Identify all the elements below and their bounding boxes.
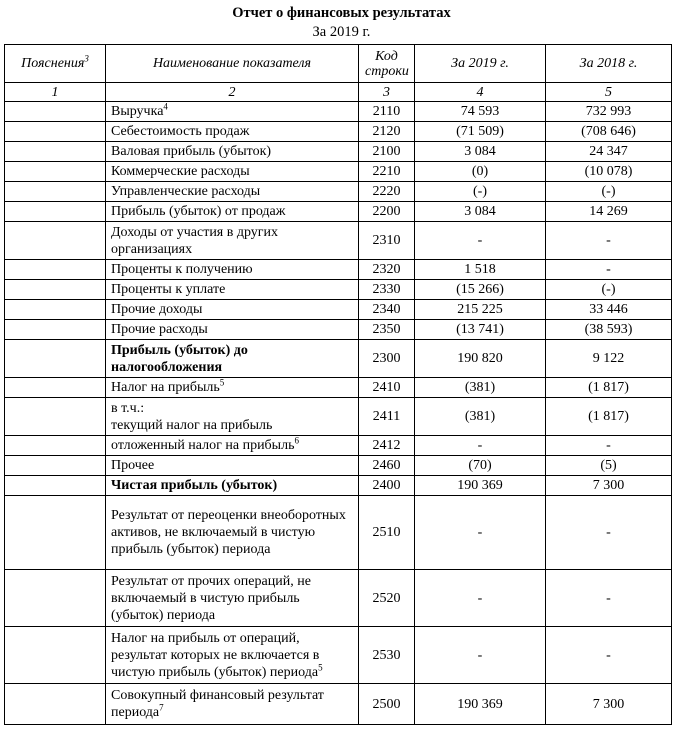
footnote-marker: 3 [84,53,89,64]
value-2018-cell: 24 347 [546,142,672,162]
note-cell [5,280,106,300]
table-row [5,182,672,202]
line-code-cell: 2400 [359,476,415,496]
indicator-name-cell [106,378,359,398]
financial-results-table [4,44,672,725]
footnote-marker: 7 [159,702,164,713]
note-cell [5,684,106,725]
note-cell [5,222,106,260]
line-code-cell: 2510 [359,496,415,570]
report-period: За 2019 г. [312,24,371,40]
value-2019-cell: (15 266) [415,280,546,300]
indicator-name: Прибыль (убыток) до налогообложения [111,342,248,375]
indicator-name: Прибыль (убыток) от продаж [111,204,286,219]
indicator-name: Прочие доходы [111,302,203,317]
column-header-indicator: Наименование показателя [106,45,359,83]
line-code-cell: 2520 [359,570,415,627]
indicator-name-cell [106,202,359,222]
line-code-cell: 2300 [359,340,415,378]
indicator-name: Выручка [111,104,164,119]
table-row [5,436,672,456]
footnote-marker: 5 [318,661,323,672]
value-2018-cell: - [546,627,672,684]
column-header-code: Код строки [359,45,415,83]
indicator-name-cell [106,162,359,182]
note-cell [5,436,106,456]
line-code-cell: 2110 [359,102,415,122]
value-2018-cell: (-) [546,182,672,202]
indicator-name-cell [106,456,359,476]
value-2018-cell: 7 300 [546,684,672,725]
value-2019-cell: 215 225 [415,300,546,320]
value-2019-cell: (13 741) [415,320,546,340]
table-row [5,398,672,436]
table-row [5,496,672,570]
value-2018-cell: - [546,496,672,570]
table-row [5,280,672,300]
note-cell [5,476,106,496]
indicator-name: Прочие расходы [111,322,208,337]
column-header-2019: За 2019 г. [415,45,546,83]
note-cell [5,378,106,398]
note-cell [5,627,106,684]
value-2019-cell: 3 084 [415,202,546,222]
value-2018-cell: 14 269 [546,202,672,222]
footnote-marker: 4 [163,101,168,112]
indicator-name-cell [106,627,359,684]
value-2018-cell: - [546,570,672,627]
indicator-name-cell [106,496,359,570]
table-row [5,570,672,627]
indicator-name: Проценты к уплате [111,282,226,297]
value-2018-cell: 33 446 [546,300,672,320]
line-code-cell: 2330 [359,280,415,300]
indicator-name-cell [106,122,359,142]
table-row [5,476,672,496]
table-row [5,202,672,222]
value-2018-cell: 7 300 [546,476,672,496]
value-2019-cell: 190 820 [415,340,546,378]
footnote-marker: 6 [294,435,299,446]
value-2018-cell: - [546,222,672,260]
indicator-name: Совокупный финансовый результат периода [111,688,324,720]
indicator-name: Налог на прибыль от операций, результат которых не включается в чистую прибыль (убыток) периода [111,630,320,680]
note-cell [5,300,106,320]
value-2019-cell: - [415,436,546,456]
value-2018-cell: (38 593) [546,320,672,340]
indicator-name: Прочее [111,458,155,473]
line-code-cell: 2120 [359,122,415,142]
value-2019-cell: - [415,570,546,627]
value-2019-cell: (71 509) [415,122,546,142]
indicator-name-cell [106,398,359,436]
table-row [5,378,672,398]
value-2019-cell: (0) [415,162,546,182]
indicator-name-cell [106,436,359,456]
table-row [5,142,672,162]
indicator-name-cell [106,476,359,496]
value-2018-cell: - [546,260,672,280]
indicator-name: Проценты к получению [111,262,253,277]
footnote-marker: 5 [219,377,225,388]
table-row [5,300,672,320]
note-cell [5,122,106,142]
note-cell [5,162,106,182]
value-2018-cell: (10 078) [546,162,672,182]
note-cell [5,398,106,436]
note-cell [5,260,106,280]
table-row [5,456,672,476]
value-2018-cell: (1 817) [546,398,672,436]
line-code-cell: 2210 [359,162,415,182]
indicator-name: Коммерческие расходы [111,164,250,179]
column-number: 1 [5,83,106,102]
indicator-name-cell [106,684,359,725]
indicator-name-cell [106,102,359,122]
indicator-name: Себестоимость продаж [111,124,250,139]
line-code-cell: 2412 [359,436,415,456]
value-2019-cell: - [415,496,546,570]
line-code-cell: 2410 [359,378,415,398]
value-2018-cell: - [546,436,672,456]
line-code-cell: 2340 [359,300,415,320]
value-2018-cell: (1 817) [546,378,672,398]
line-code-cell: 2500 [359,684,415,725]
indicator-name-cell [106,320,359,340]
note-cell [5,570,106,627]
table-row [5,684,672,725]
note-cell [5,102,106,122]
indicator-name-cell [106,570,359,627]
indicator-name: Налог на прибыль [111,380,220,395]
column-number: 4 [415,83,546,102]
value-2019-cell: 3 084 [415,142,546,162]
table-row [5,222,672,260]
value-2018-cell: (-) [546,280,672,300]
column-header-2018: За 2018 г. [546,45,672,83]
table-row [5,260,672,280]
indicator-name-cell [106,280,359,300]
value-2019-cell: (70) [415,456,546,476]
table-row [5,340,672,378]
value-2019-cell: - [415,627,546,684]
value-2019-cell: - [415,222,546,260]
table-row [5,320,672,340]
column-number: 2 [106,83,359,102]
table-body [5,102,672,725]
line-code-cell: 2200 [359,202,415,222]
indicator-name-cell [106,142,359,162]
note-cell [5,142,106,162]
header-row [5,45,672,83]
indicator-name: в т.ч.: текущий налог на прибыль [111,400,273,433]
value-2019-cell: 1 518 [415,260,546,280]
indicator-name-cell [106,300,359,320]
indicator-name-cell [106,260,359,280]
column-number: 5 [546,83,672,102]
line-code-cell: 2411 [359,398,415,436]
value-2018-cell: (708 646) [546,122,672,142]
indicator-name-cell [106,222,359,260]
report-title: Отчет о финансовых результатах [232,5,451,21]
value-2019-cell: 190 369 [415,476,546,496]
column-number: 3 [359,83,415,102]
indicator-name: Результат от переоценки внеоборотных активов, не включаемый в чистую прибыль (убыток) периода [111,508,346,557]
note-cell [5,340,106,378]
line-code-cell: 2530 [359,627,415,684]
line-code-cell: 2220 [359,182,415,202]
value-2018-cell: (5) [546,456,672,476]
note-cell [5,456,106,476]
line-code-cell: 2310 [359,222,415,260]
indicator-name-cell [106,340,359,378]
note-cell [5,496,106,570]
note-cell [5,182,106,202]
indicator-name: Доходы от участия в других организациях [111,224,279,257]
indicator-name: Результат от прочих операций, не включаемый в чистую прибыль (убыток) периода [111,573,311,623]
value-2019-cell: 190 369 [415,684,546,725]
value-2019-cell: 74 593 [415,102,546,122]
line-code-cell: 2100 [359,142,415,162]
table-row [5,122,672,142]
value-2018-cell: 9 122 [546,340,672,378]
table-row [5,627,672,684]
value-2019-cell: (-) [415,182,546,202]
note-cell [5,320,106,340]
value-2018-cell: 732 993 [546,102,672,122]
table-row [5,102,672,122]
line-code-cell: 2460 [359,456,415,476]
column-number-row [5,83,672,102]
note-cell [5,202,106,222]
line-code-cell: 2320 [359,260,415,280]
value-2019-cell: (381) [415,378,546,398]
indicator-name: Управленческие расходы [111,184,261,199]
value-2019-cell: (381) [415,398,546,436]
indicator-name: Чистая прибыль (убыток) [111,478,278,493]
line-code-cell: 2350 [359,320,415,340]
indicator-name-cell [106,182,359,202]
indicator-name: Валовая прибыль (убыток) [111,144,272,159]
table-row [5,162,672,182]
indicator-name: отложенный налог на прибыль [111,438,295,453]
column-header-notes: Пояснения$^3$ [5,45,106,83]
